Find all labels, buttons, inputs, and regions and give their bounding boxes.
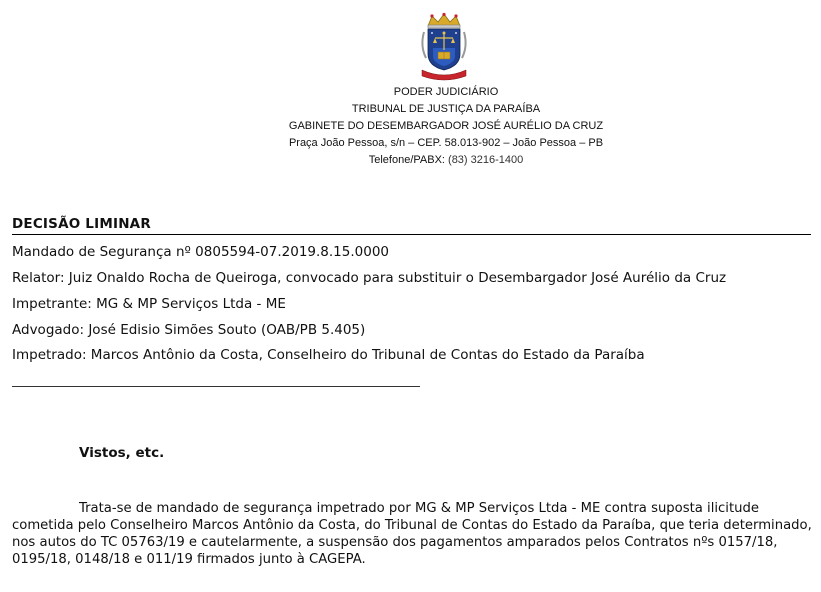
letterhead-judiciary: PODER JUDICIÁRIO [393, 86, 499, 98]
court-coat-of-arms-icon [416, 12, 472, 82]
vistos-heading: Vistos, etc. [79, 445, 165, 461]
impetrante-line: Impetrante: MG & MP Serviços Ltda - ME [12, 296, 286, 312]
advogado-line: Advogado: José Edisio Simões Souto (OAB/PB 5.405) [12, 322, 366, 338]
letterhead-office: GABINETE DO DESEMBARGADOR JOSÉ AURÉLIO DA CRUZ [288, 120, 604, 132]
relator-line: Relator: Juiz Onaldo Rocha de Queiroga, convocado para substituir o Desembargador José Aurélio da Cruz [12, 270, 727, 286]
letterhead-phone [0, 154, 821, 166]
phone-number: (83) 3216-1400 [448, 154, 524, 166]
letterhead-court-name: TRIBUNAL DE JUSTIÇA DA PARAÍBA [351, 103, 541, 115]
case-number-line: Mandado de Segurança nº 0805594-07.2019.8.15.0000 [12, 244, 389, 260]
phone-label: Telefone/PABX: [368, 154, 445, 166]
document-title: DECISÃO LIMINAR [12, 216, 811, 235]
body-paragraph: Trata-se de mandado de segurança impetrado por MG & MP Serviços Ltda - ME contra suposta ilicitude cometida pelo Conselheiro Marcos Antônio da Costa, do Tribunal de Contas do Estado da Paraíba, que teria determinado, nos autos do TC 05763/19 e cautelarmente, a suspensão dos pagamentos amparados pelos Contratos nºs 0157/18, 0195/18, 0148/18 e 011/19 firmados junto à CAGEPA. [12, 501, 812, 567]
impetrado-line: Impetrado: Marcos Antônio da Costa, Conselheiro do Tribunal de Contas do Estado da Paraíba [12, 347, 645, 363]
letterhead-address: Praça João Pessoa, s/n – CEP. 58.013-902 – João Pessoa – PB [288, 137, 604, 149]
separator-rule [12, 386, 420, 387]
